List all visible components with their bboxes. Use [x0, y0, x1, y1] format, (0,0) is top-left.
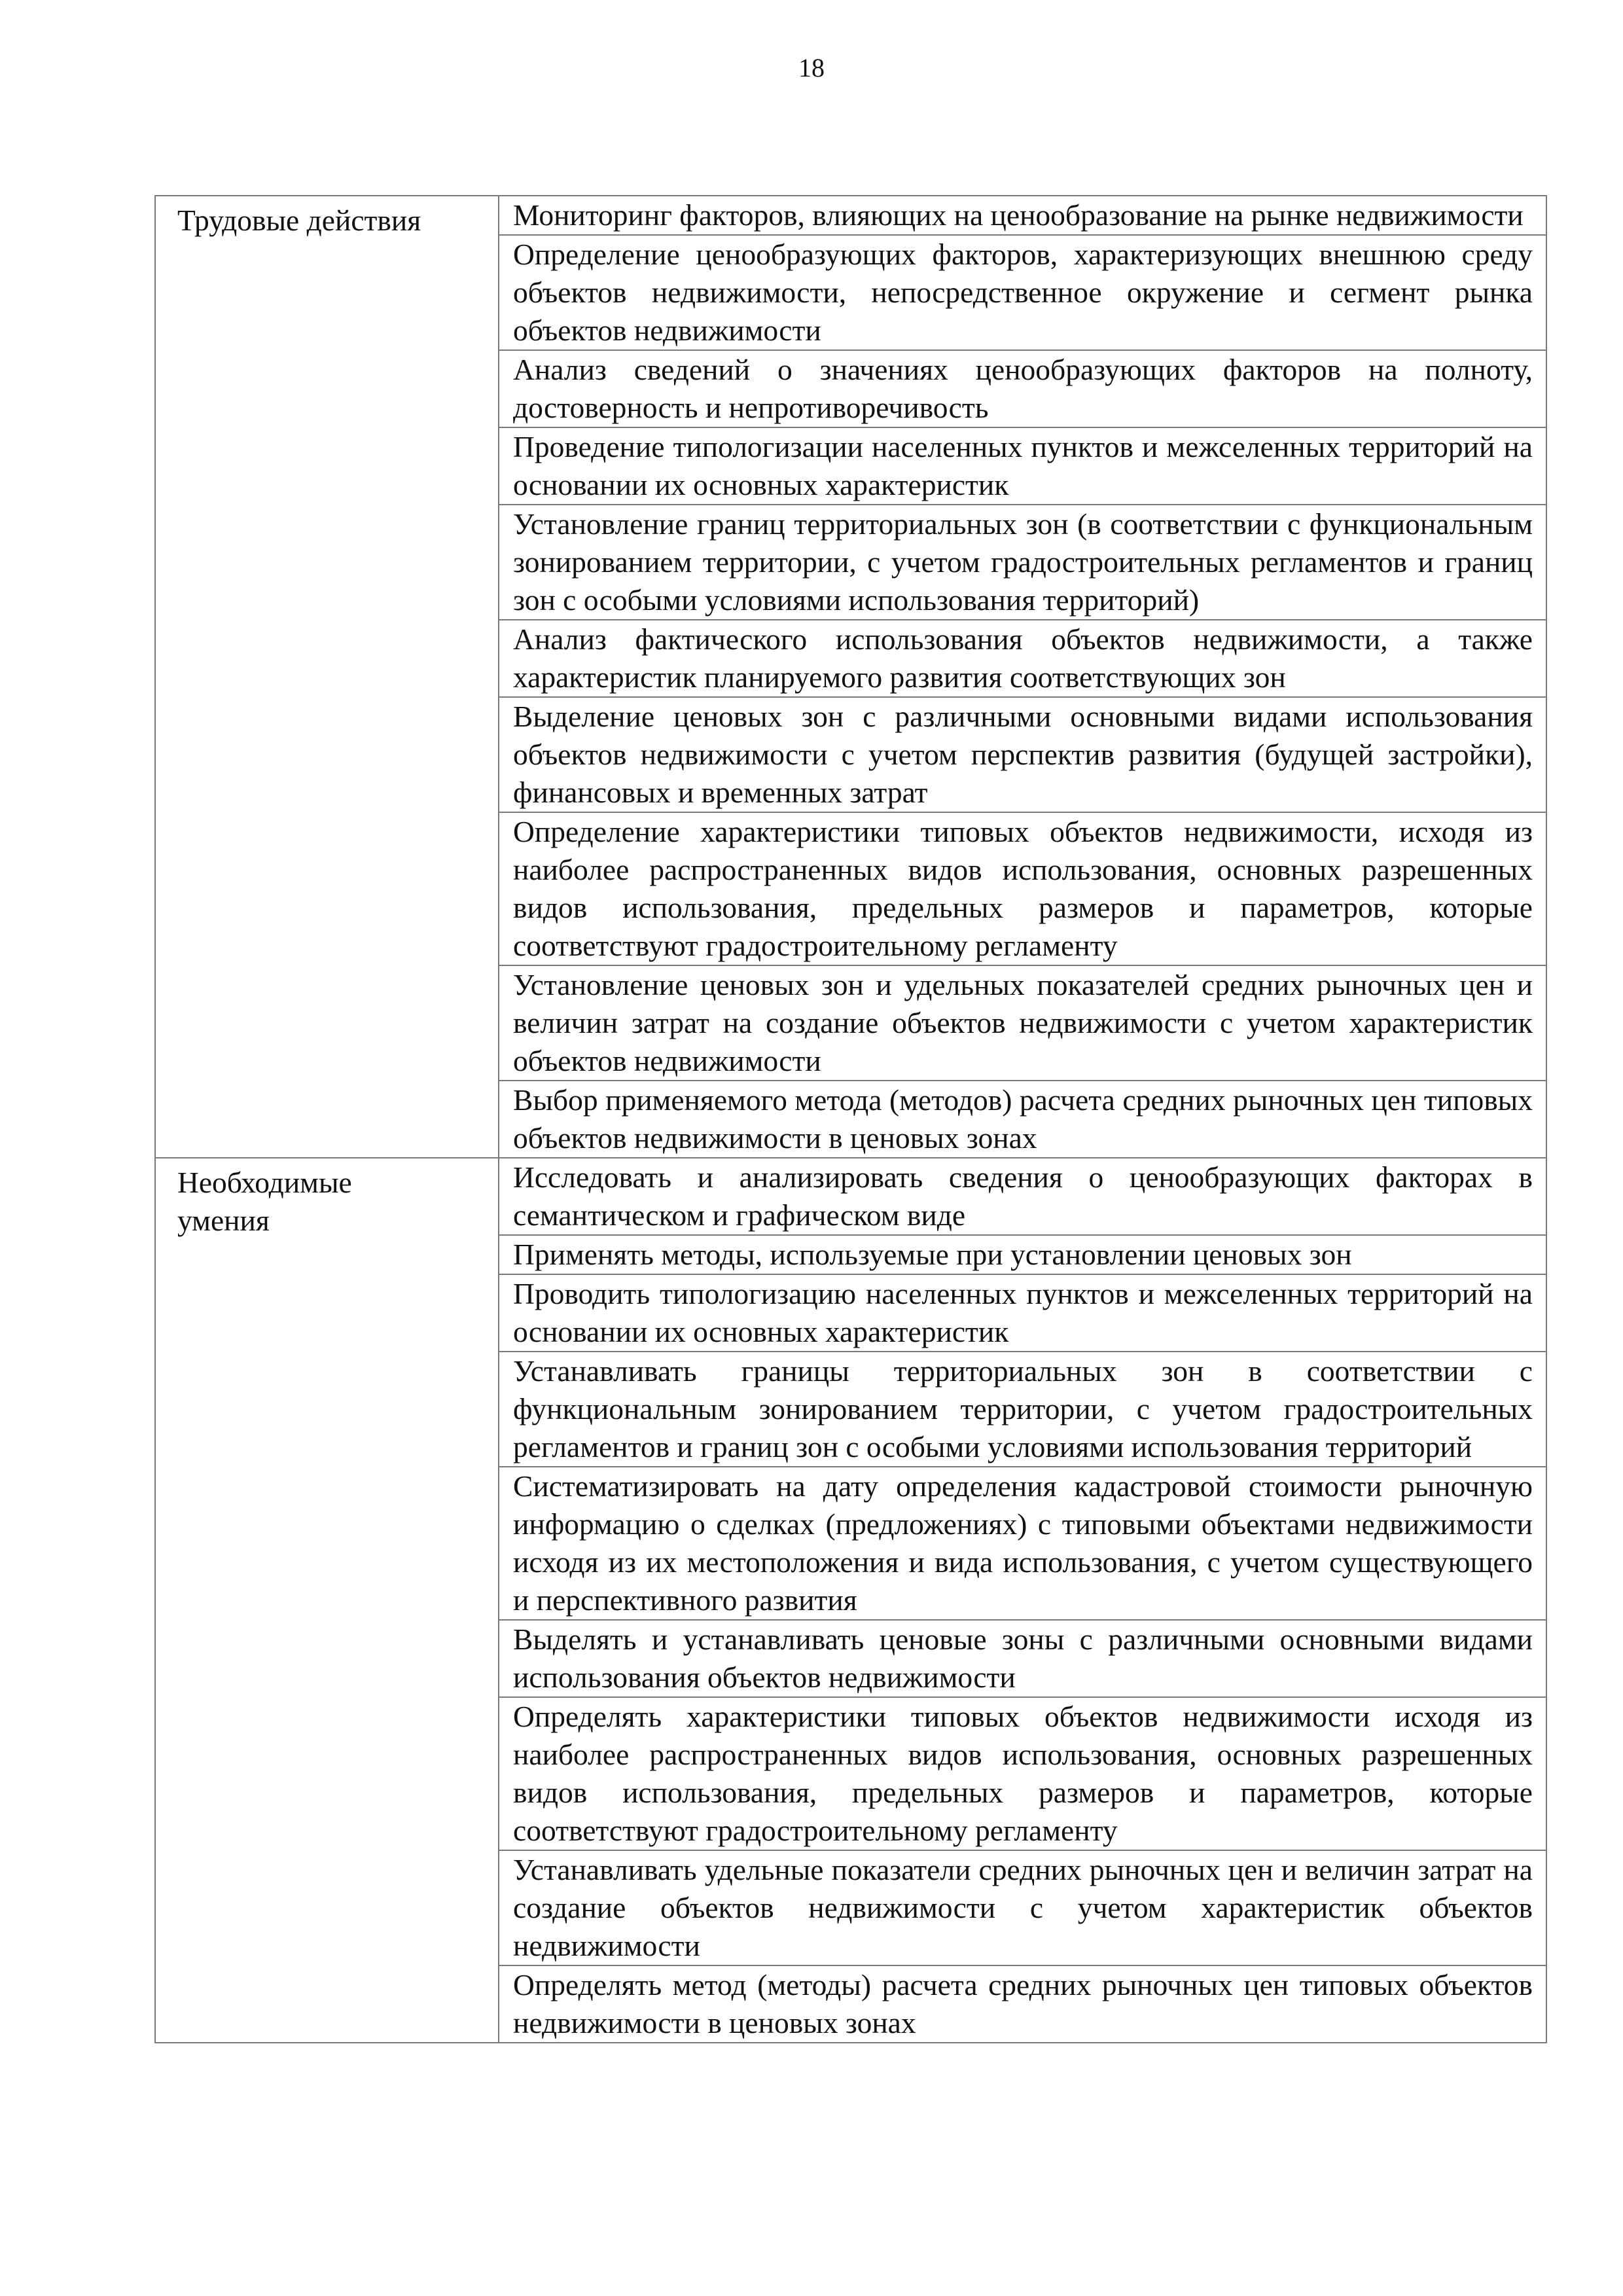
page-number: 18: [798, 53, 825, 82]
labor-action-item: Анализ фактического использования объектов недвижимости, а также характеристик планируемого развития соответствующих зон: [499, 620, 1546, 697]
table-row: [155, 1158, 1546, 1235]
skill-item: Исследовать и анализировать сведения о ценообразующих факторах в семантическом и графическом виде: [499, 1158, 1546, 1235]
labor-action-item: Установление ценовых зон и удельных показателей средних рыночных цен и величин затрат на создание объектов недвижимости с учетом характеристик объектов недвижимости: [499, 965, 1546, 1081]
section-label-required-skills: [155, 1158, 499, 2043]
skill-item: Устанавливать границы территориальных зон в соответствии с функциональным зонированием территории, с учетом градостроительных регламентов и границ зон с особыми условиями использования территорий: [499, 1352, 1546, 1467]
competency-table: [154, 195, 1547, 2043]
skill-item: Выделять и устанавливать ценовые зоны с различными основными видами использования объектов недвижимости: [499, 1620, 1546, 1697]
labor-action-item: Определение характеристики типовых объектов недвижимости, исходя из наиболее распространенных видов использования, основных разрешенных видов использования, предельных размеров и параметров, которые соответствуют градостроительному регламенту: [499, 812, 1546, 965]
labor-action-item: Установление границ территориальных зон (в соответствии с функциональным зонированием территории, с учетом градостроительных регламентов и границ зон с особыми условиями использования территорий): [499, 505, 1546, 620]
skill-item: Устанавливать удельные показатели средних рыночных цен и величин затрат на создание объектов недвижимости с учетом характеристик объектов недвижимости: [499, 1850, 1546, 1965]
skill-item: Определять характеристики типовых объектов недвижимости исходя из наиболее распространенных видов использования, основных разрешенных видов использования, предельных размеров и параметров, которые соответствуют градостроительному регламенту: [499, 1697, 1546, 1850]
section-label-text: Трудовые действия: [177, 204, 421, 237]
section-label-text: Необходимые умения: [177, 1166, 352, 1237]
labor-action-item: Выбор применяемого метода (методов) расчета средних рыночных цен типовых объектов недвижимости в ценовых зонах: [499, 1081, 1546, 1158]
skill-item: Применять методы, используемые при установлении ценовых зон: [499, 1235, 1546, 1274]
labor-action-item: Выделение ценовых зон с различными основными видами использования объектов недвижимости с учетом перспектив развития (будущей застройки), финансовых и временных затрат: [499, 697, 1546, 812]
section-label-labor-actions: [155, 196, 499, 1158]
labor-action-item: Анализ сведений о значениях ценообразующих факторов на полноту, достоверность и непротиворечивость: [499, 350, 1546, 427]
skill-item: Систематизировать на дату определения кадастровой стоимости рыночную информацию о сделках (предложениях) с типовыми объектами недвижимости исходя из их местоположения и вида использования, с учетом существующего и перспективного развития: [499, 1467, 1546, 1620]
skill-item: Определять метод (методы) расчета средних рыночных цен типовых объектов недвижимости в ценовых зонах: [499, 1965, 1546, 2043]
table-row: [155, 196, 1546, 235]
skill-item: Проводить типологизацию населенных пунктов и межселенных территорий на основании их основных характеристик: [499, 1274, 1546, 1352]
labor-action-item: Мониторинг факторов, влияющих на ценообразование на рынке недвижимости: [499, 196, 1546, 235]
labor-action-item: Определение ценообразующих факторов, характеризующих внешнюю среду объектов недвижимости, непосредственное окружение и сегмент рынка объектов недвижимости: [499, 235, 1546, 350]
labor-action-item: Проведение типологизации населенных пунктов и межселенных территорий на основании их основных характеристик: [499, 427, 1546, 505]
